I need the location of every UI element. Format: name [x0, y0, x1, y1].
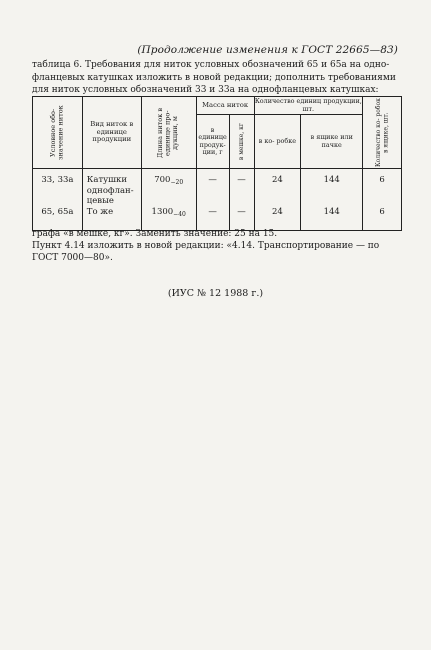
table-row	[33, 207, 402, 231]
intro-line-1: таблица 6. Требования для ниток условных обозначений 65 и 65а на одно-	[32, 60, 390, 70]
table-row	[33, 169, 402, 207]
requirements-table	[32, 96, 402, 231]
cell-designation: 65, 65а	[33, 207, 83, 231]
header-kind: Вид ниток в единице продукции	[82, 97, 141, 169]
header-count-box: в ко- робке	[254, 115, 301, 169]
intro-line-2: фланцевых катушках изложить в новой редакции; дополнить требованиями	[32, 72, 396, 83]
cell-kind: Катушки однофлан- цевые	[82, 169, 141, 207]
cell-kind: То же	[82, 207, 141, 231]
header-length: Длина ниток в единице про- дукции, м	[141, 97, 196, 169]
cell-count-crate: 144	[301, 207, 363, 231]
cell-count-crate: 144	[301, 169, 363, 207]
cell-mass-unit: —	[196, 207, 229, 231]
cell-designation: 33, 33а	[33, 169, 83, 207]
header-count-group: Количество единиц продукции, шт.	[254, 97, 362, 113]
cell-count-box: 24	[254, 207, 301, 231]
cell-mass-unit: —	[196, 169, 229, 207]
cell-length: $700_{-20}$	[141, 169, 196, 207]
intro-paragraph	[32, 59, 402, 97]
amendment-paragraph: графа «в мешке, кг». Заменить значение: 25 на 15.	[32, 229, 278, 239]
cell-count-box: 24	[254, 169, 301, 207]
cell-boxes: 6	[363, 207, 402, 231]
clause-4-14-line-2: ГОСТ 7000—80».	[32, 253, 113, 263]
cell-boxes: 6	[363, 169, 402, 207]
cell-mass-bag: —	[229, 207, 254, 231]
header-mass-unit: в единице продук- ции, г	[196, 115, 229, 169]
header-count-crate: в ящике или пачке	[301, 115, 363, 169]
clause-4-14-line-1: Пункт 4.14 изложить в новой редакции: «4.14. Транспортирование — по	[32, 241, 380, 251]
page-header: (Продолжение изменения к ГОСТ 22665—83)	[137, 44, 398, 56]
ius-reference: (ИУС № 12 1988 г.)	[167, 288, 264, 299]
header-boxes-per-crate: Количество ко- робок в ящике, шт.	[363, 97, 402, 169]
cell-mass-bag: —	[229, 169, 254, 207]
header-mass-group: Масса ниток	[196, 97, 254, 115]
header-designation: Условное обо- значение ниток	[33, 97, 83, 169]
cell-length: $1300_{-40}$	[141, 207, 196, 231]
header-mass-bag: в мешке, кг	[229, 115, 254, 169]
intro-line-3: для ниток условных обозначений 33 и 33а на однофланцевых катушках:	[32, 85, 379, 96]
